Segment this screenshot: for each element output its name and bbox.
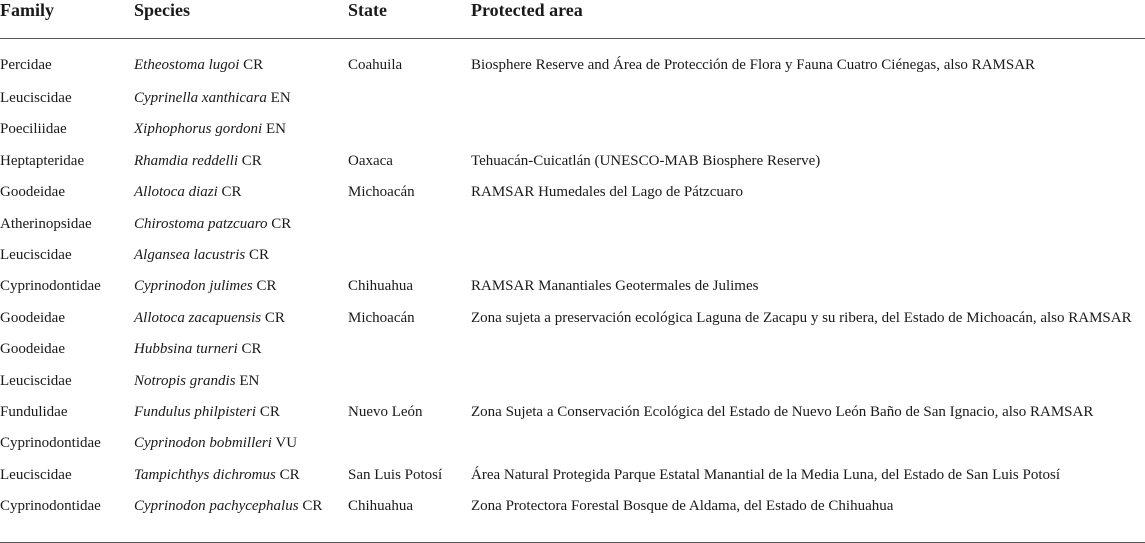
species-name: Cyprinella xanthicara: [134, 90, 267, 106]
cell-family: Cyprinodontidae: [0, 278, 101, 295]
species-name: Notropis grandis: [134, 372, 236, 389]
table-row: [0, 243, 1145, 274]
cell-species: [134, 337, 348, 368]
cell-family: Heptapteridae: [0, 152, 85, 169]
cell-species: [134, 494, 348, 543]
cell-species: [134, 180, 348, 211]
conservation-status: CR: [256, 403, 280, 420]
cell-family: Goodeidae: [0, 341, 65, 358]
table-row: [0, 494, 1145, 543]
table-row: [0, 39, 1145, 87]
species-name: Etheostoma lugoi: [134, 57, 240, 73]
conservation-status: CR: [217, 184, 242, 201]
cell-protected-area: [471, 86, 1145, 117]
cell-state: Nuevo León: [348, 403, 423, 420]
cell-state: [348, 369, 471, 400]
cell-family: Leuciscidae: [0, 90, 72, 106]
cell-state: Michoacán: [348, 309, 415, 326]
cell-state: San Luis Potosí: [348, 466, 443, 483]
header-species: Species: [134, 0, 348, 39]
conservation-status: CR: [239, 57, 264, 73]
cell-protected-area: [471, 431, 1145, 462]
species-name: Allotoca zacapuensis: [134, 309, 262, 326]
header-row: [0, 0, 1145, 39]
conservation-status: CR: [237, 341, 262, 358]
cell-species: [134, 86, 348, 117]
conservation-status: CR: [238, 152, 262, 169]
table-row: [0, 117, 1145, 148]
cell-protected-area: Zona Sujeta a Conservación Ecológica del Estado de Nuevo León Baño de San Ignacio, also RAMSAR: [471, 403, 1094, 420]
cell-state: [348, 337, 471, 368]
cell-species: [134, 369, 348, 400]
cell-species: [134, 117, 348, 148]
conservation-status: CR: [245, 246, 270, 263]
cell-protected-area: RAMSAR Manantiales Geotermales de Julimes: [471, 278, 759, 295]
cell-state: [348, 431, 471, 462]
cell-state: [348, 86, 471, 117]
cell-protected-area: Zona sujeta a preservación ecológica Laguna de Zacapu y su ribera, del Estado de Michoacán, also RAMSAR: [471, 309, 1132, 326]
species-name: Tampichthys dichromus: [134, 466, 276, 483]
cell-state: Chihuahua: [348, 278, 413, 295]
conservation-status: EN: [262, 121, 286, 138]
species-name: Cyprinodon bobmilleri: [134, 435, 272, 452]
cell-family: Goodeidae: [0, 309, 65, 326]
header-family: Family: [0, 0, 134, 39]
conservation-status: VU: [271, 435, 298, 452]
cell-family: Percidae: [0, 57, 52, 73]
cell-state: Michoacán: [348, 184, 415, 201]
cell-family: Cyprinodontidae: [0, 494, 134, 543]
cell-state: Oaxaca: [348, 152, 393, 169]
species-name: Rhamdia reddelli: [134, 152, 239, 169]
cell-protected-area: [471, 369, 1145, 400]
table-row: [0, 369, 1145, 400]
cell-protected-area: [471, 212, 1145, 243]
conservation-status: CR: [267, 215, 292, 232]
species-name: Chirostoma patzcuaro: [134, 215, 268, 232]
conservation-status: CR: [261, 309, 285, 326]
table-header: [0, 0, 1145, 39]
cell-species: [134, 431, 348, 462]
cell-family: Atherinopsidae: [0, 215, 92, 232]
cell-state: [348, 212, 471, 243]
cell-protected-area: [471, 337, 1145, 368]
cell-family: Leuciscidae: [0, 466, 72, 483]
cell-species: [134, 39, 348, 87]
conservation-status: EN: [235, 372, 260, 389]
cell-protected-area: RAMSAR Humedales del Lago de Pátzcuaro: [471, 184, 744, 201]
table-row: [0, 463, 1145, 494]
cell-species: [134, 306, 348, 337]
cell-family: Poeciliidae: [0, 121, 67, 138]
table-row: [0, 337, 1145, 368]
cell-species: [134, 212, 348, 243]
cell-protected-area: Tehuacán-Cuicatlán (UNESCO-MAB Biosphere Reserve): [471, 152, 821, 169]
cell-state: [348, 117, 471, 148]
cell-state: Coahuila: [348, 57, 403, 73]
cell-family: Fundulidae: [0, 403, 68, 420]
cell-protected-area: [471, 117, 1145, 148]
species-name: Hubbsina turneri: [134, 341, 238, 358]
table-row: [0, 274, 1145, 305]
cell-family: Leuciscidae: [0, 246, 72, 263]
species-name: Cyprinodon pachycephalus: [134, 498, 299, 515]
conservation-status: CR: [252, 278, 277, 295]
table-row: [0, 180, 1145, 211]
conservation-status: CR: [275, 466, 300, 483]
table-row: [0, 400, 1145, 431]
cell-species: [134, 149, 348, 180]
cell-family: Goodeidae: [0, 184, 65, 201]
table-body: [0, 39, 1145, 543]
cell-protected-area: Zona Protectora Forestal Bosque de Aldama, del Estado de Chihuahua: [471, 494, 1145, 543]
species-name: Algansea lacustris: [134, 246, 246, 263]
header-state: State: [348, 0, 471, 39]
species-name: Xiphophorus gordoni: [134, 121, 263, 138]
table-row: [0, 212, 1145, 243]
cell-protected-area: [471, 243, 1145, 274]
cell-state: Chihuahua: [348, 494, 471, 543]
cell-species: [134, 400, 348, 431]
cell-species: [134, 274, 348, 305]
table-row: [0, 431, 1145, 462]
cell-state: [348, 243, 471, 274]
cell-species: [134, 243, 348, 274]
header-protected-area: Protected area: [471, 0, 1145, 39]
table-row: [0, 149, 1145, 180]
cell-family: Cyprinodontidae: [0, 435, 101, 452]
table-row: [0, 86, 1145, 117]
cell-protected-area: Biosphere Reserve and Área de Protección de Flora y Fauna Cuatro Ciénegas, also RAMSAR: [471, 57, 1036, 73]
cell-protected-area: Área Natural Protegida Parque Estatal Manantial de la Media Luna, del Estado de San Luis Potosí: [471, 466, 1061, 483]
cell-species: [134, 463, 348, 494]
conservation-status: EN: [266, 90, 291, 106]
cell-family: Leuciscidae: [0, 372, 72, 389]
table-row: [0, 306, 1145, 337]
species-name: Cyprinodon julimes: [134, 278, 253, 295]
species-name: Allotoca diazi: [134, 184, 218, 201]
species-name: Fundulus philpisteri: [134, 403, 257, 420]
conservation-status: CR: [298, 498, 323, 515]
